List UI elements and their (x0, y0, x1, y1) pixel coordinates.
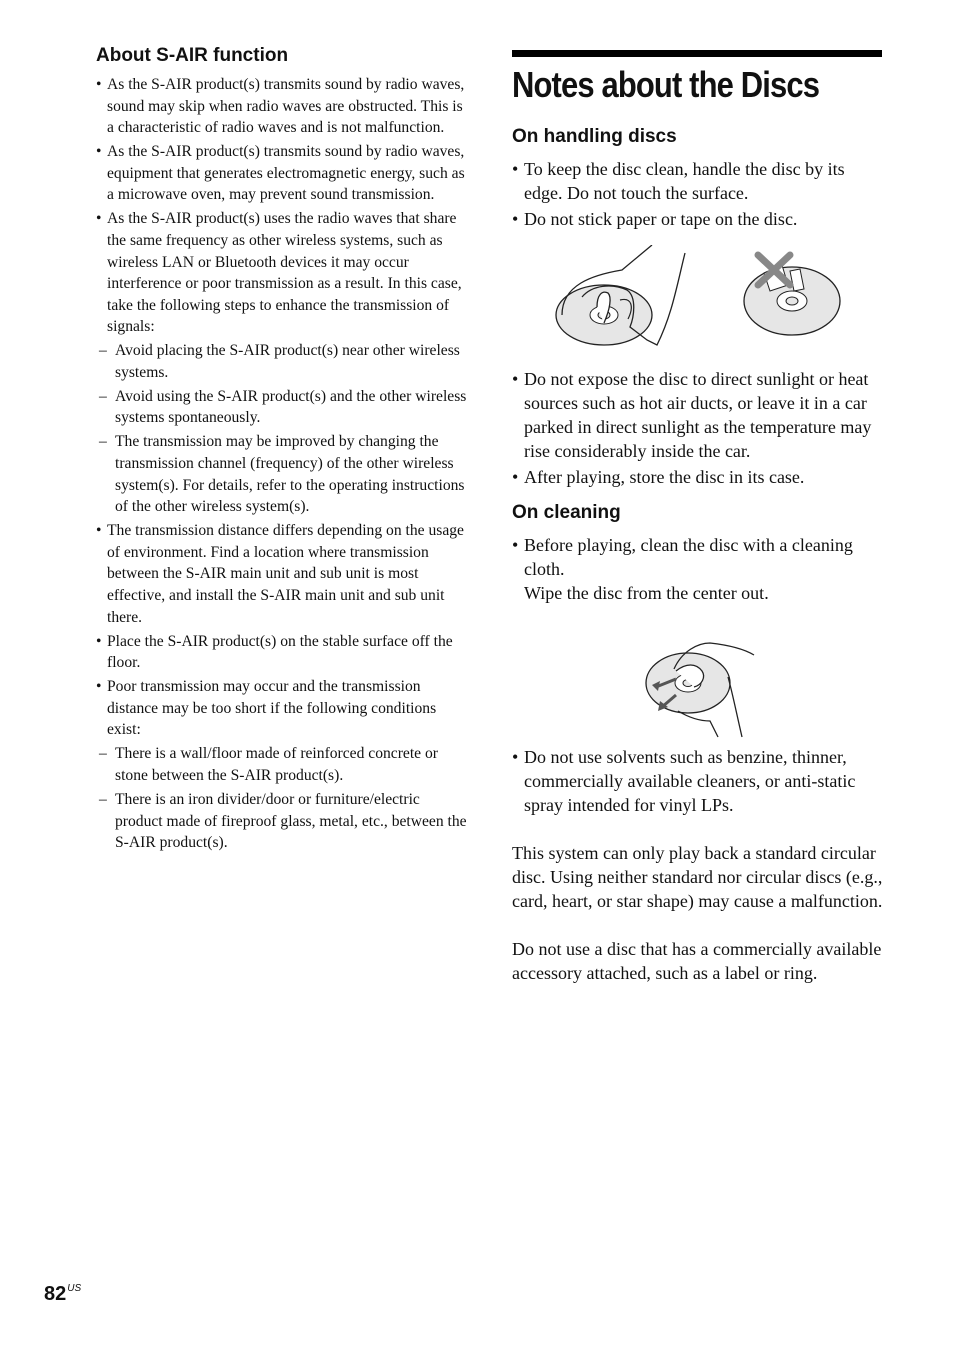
list-item: – There is a wall/floor made of reinforced concrete or stone between the S-AIR product(s). (96, 743, 468, 786)
list-item-text: As the S-AIR product(s) uses the radio waves that share the same frequency as other wireless systems, such as wireless LAN or Bluetooth devices it may occur interference or poor transmission as a result. In this case, take the following steps to enhance the transmission of signals: (107, 210, 462, 336)
list-item (512, 533, 884, 605)
list-item: – Avoid placing the S-AIR product(s) near other wireless systems. (96, 340, 468, 383)
s-air-steps-list (96, 340, 468, 518)
page-number (44, 1283, 81, 1306)
s-air-conditions-list (96, 743, 468, 853)
list-item: • Do not stick paper or tape on the disc. (512, 207, 884, 231)
list-item: • To keep the disc clean, handle the disc by its edge. Do not touch the surface. (512, 157, 884, 205)
list-item: • After playing, store the disc in its case. (512, 465, 884, 489)
cleaning-illustration (512, 607, 884, 745)
list-item: • The transmission distance differs depending on the usage of environment. Find a location where transmission between the S-AIR main unit and sub unit is most effective, and install the S-AIR main unit and sub unit there. (96, 520, 468, 628)
s-air-bullet-list-2 (96, 520, 468, 741)
list-item: – There is an iron divider/door or furniture/electric product made of fireproof glass, metal, etc., between the S-AIR product(s). (96, 789, 468, 854)
handling-list-b (512, 367, 884, 489)
list-item: – Avoid using the S-AIR product(s) and the other wireless systems spontaneously. (96, 386, 468, 429)
hand-wiping-disc-icon (638, 621, 768, 741)
list-item: • As the S-AIR product(s) transmits sound by radio waves, equipment that generates electromagnetic energy, such as a microwave oven, may prevent sound transmission. (96, 141, 468, 206)
list-item: • Place the S-AIR product(s) on the stable surface off the floor. (96, 631, 468, 674)
section-heading-s-air: About S-AIR function (96, 45, 289, 66)
disc-with-tape-crossed-icon (742, 251, 852, 341)
handling-illustration (512, 233, 884, 363)
list-item: – The transmission may be improved by changing the transmission channel (frequency) of the other wireless system(s). For details, refer to the operating instructions of the other wireless system(s). (96, 431, 468, 517)
list-item (96, 208, 468, 338)
left-column (96, 44, 468, 856)
section-heading-cleaning: On cleaning (512, 502, 621, 523)
section-heading-handling: On handling discs (512, 126, 677, 147)
page-number-value: 82 (44, 1283, 67, 1305)
list-item-text: • Before playing, clean the disc with a cleaning cloth. (524, 535, 853, 579)
title-rule (512, 50, 882, 57)
list-item: • As the S-AIR product(s) transmits sound by radio waves, sound may skip when radio waves are obstructed. This is a characteristic of radio waves and is not malfunction. (96, 74, 468, 139)
paragraph-accessory: Do not use a disc that has a commercially available accessory attached, such as a label or ring. (512, 939, 882, 983)
right-column (512, 50, 884, 1009)
hand-holding-disc-icon (552, 245, 692, 355)
list-item: • Do not expose the disc to direct sunlight or heat sources such as hot air ducts, or leave it in a car parked in direct sunlight as the temperature may rise considerably inside the car. (512, 367, 884, 463)
page-title: Notes about the Discs (512, 64, 820, 105)
paragraph-standard-disc: This system can only play back a standard circular disc. Using neither standard nor circular discs (e.g., card, heart, or star shape) may cause a malfunction. (512, 843, 883, 911)
page-region: US (67, 1283, 82, 1294)
handling-list-a (512, 157, 884, 231)
list-item-subtext: Wipe the disc from the center out. (524, 583, 769, 603)
s-air-bullet-list (96, 74, 468, 338)
cleaning-list-a (512, 533, 884, 605)
list-item: • Poor transmission may occur and the transmission distance may be too short if the following conditions exist: (96, 676, 468, 741)
cleaning-list-b (512, 745, 884, 817)
list-item: • Do not use solvents such as benzine, thinner, commercially available cleaners, or anti-static spray intended for vinyl LPs. (512, 745, 884, 817)
